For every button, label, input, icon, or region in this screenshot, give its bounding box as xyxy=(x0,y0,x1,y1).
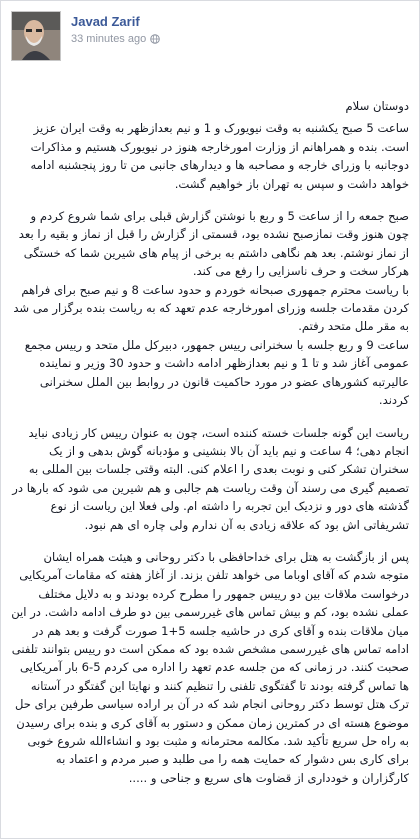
post-paragraph: دوستان سلام xyxy=(345,99,409,113)
globe-icon[interactable] xyxy=(150,34,160,44)
profile-picture[interactable] xyxy=(11,11,61,61)
post-paragraph: با ریاست محترم جمهوری صبحانه خوردم و حدود ساعت 8 و نیم صبح برای فراهم کردن مقدمات جلسه وزرای امورخارجه عدم تعهد که به ریاست بنده برگزار می شد به مقر ملل متحد رفتم. xyxy=(13,282,409,334)
post-paragraph: ساعت 5 صبح یکشنبه به وقت نیویورک و 1 و نیم بعدازظهر به وقت ایران عزیز است. بنده و همراهانم از وزارت امورخارجه هنوز در نیویورک هستیم و مذاکرات دوجانبه با وزرای خارجه و مصاحبه ها و دیدارهای جانبی من تا روز پنجشنبه ادامه خواهد داشت و سپس به تهران باز خواهیم گشت. xyxy=(30,121,409,191)
avatar-image xyxy=(12,12,60,60)
post-paragraph: صبح جمعه را از ساعت 5 و ربع با نوشتن گزارش قبلی برای شما شروع کردم و چون هنوز وقت نمازصبح نشده بود، قسمتی از گزارش را قبل از نماز و بقیه را بعد از نماز نوشتم. بعد هم نگاهی داشتم به برخی از پیام های شیرین شما که خستگی هرکار سخت و حرف ناسزایی را رفع می کند. xyxy=(18,209,409,279)
post-paragraph: پس از بازگشت به هتل برای خداحافظی با دکتر روحانی و هیئت همراه ایشان متوجه شدم که آقای اوباما می خواهد تلفن بزند. از آغاز هفته که مقامات آمریکایی درخواست ملاقات بین دو رییس جمهور را مطرح کرده بودند و به دلایل مختلف عملی نشده بود، کم و بیش تماس های غیررسمی بین دو طرف ادامه داشت. در این میان ملاقات بنده و آقای کری در حاشیه جلسه 5+1 صورت گرفت و بعد هم در ادامه تماس های غیررسمی مشخص شده بود که ممکن است دو رییس بتوانند تلفنی صحبت کنند. در زمانی که من جلسه عدم تعهد را اداره می کردم 5-6 بار آمریکایی ها تماس گرفته بودند تا گفتگوی تلفنی را تنظیم کنند و نهایتا این گفتگو در آستانه ترک هتل توسط دکتر روحانی انجام شد که در آن بر اراده سیاسی طرفین برای حل موضوع هسته ای در کمترین زمان ممکن و دستور به آقای کری و بنده برای رسیدن به راه حل سریع تأکید شد. مکالمه محترمانه و مثبت بود و انشاءالله شروع خوبی برای کاری بس دشوار که حمایت همه را می طلبد و صبر مردم و اعتماد به کارگزاران و خودداری از قضاوت های سریع و جناحی و ..... xyxy=(11,549,409,785)
post-meta xyxy=(71,33,160,45)
author-name[interactable]: Javad Zarif xyxy=(71,14,140,29)
post-text xyxy=(11,97,409,834)
post-paragraph: ریاست این گونه جلسات خسته کننده است، چون به عنوان رییس کار زیادی نباید انجام دهی؛ 4 ساعت و نیم باید آن بالا بنشینی و مؤدبانه گوش بدهی و از یک سخنران تشکر کنی و نوبت بعدی را اعلام کنی. البته وقتی جلسات بین المللی به تصمیم گیری می رسند آن وقت ریاست هم جالبی و هم شیرین می شود که بارها در گذشته های دور و نزدیک این تجربه را داشته ام. ولی فعلا این ریاست از نوع تشریفاتی اش بود که علاقه زیادی به آن ندارم ولی چاره ای هم نبود. xyxy=(12,425,409,532)
post-header xyxy=(11,11,401,61)
post-paragraph: ساعت 9 و ربع جلسه با سخنرانی رییس جمهور، دبیرکل ملل متحد و رییس مجمع عمومی آغاز شد و تا 1 و نیم بعدازظهر ادامه داشت و حدود 30 وزیر و نماینده عالیرتبه کشورهای عضو در مورد حاکمیت قانون در روابط بین الملل سخنرانی کردند. xyxy=(24,337,409,408)
post-timestamp[interactable]: 33 minutes ago xyxy=(71,33,147,45)
